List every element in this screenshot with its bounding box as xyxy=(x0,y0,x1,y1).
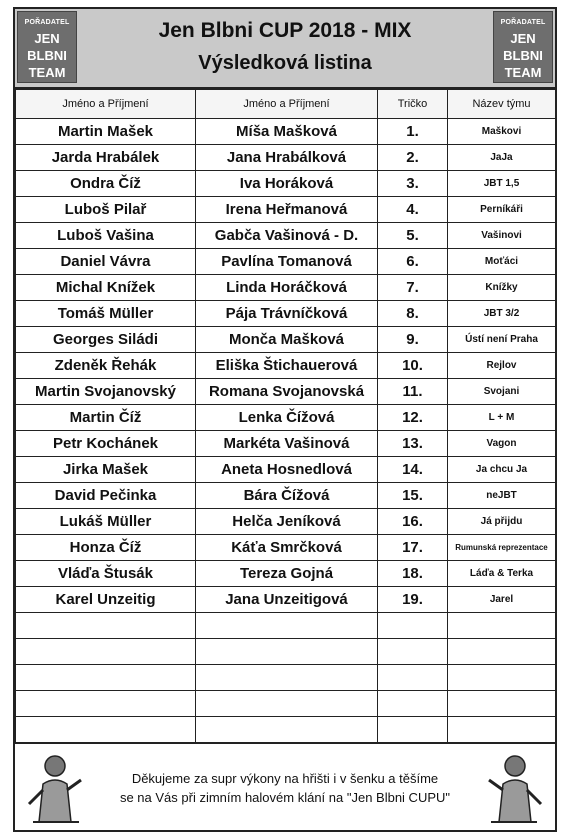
cell-player2: Eliška Štichauerová xyxy=(196,353,378,379)
header xyxy=(15,9,555,89)
cell-player1 xyxy=(16,717,196,743)
logo-line: BLBNI xyxy=(27,48,67,63)
cell-rank: 3. xyxy=(378,171,448,197)
cell-team: Láďa & Terka xyxy=(448,561,556,587)
cell-team: Rumunská reprezentace xyxy=(448,535,556,561)
cell-rank: 5. xyxy=(378,223,448,249)
table-row xyxy=(16,613,556,639)
cell-player2: Káťa Smrčková xyxy=(196,535,378,561)
table-row xyxy=(16,457,556,483)
table-row xyxy=(16,379,556,405)
table-row xyxy=(16,561,556,587)
cell-rank: 17. xyxy=(378,535,448,561)
cell-team: L + M xyxy=(448,405,556,431)
table-row xyxy=(16,275,556,301)
cell-team xyxy=(448,717,556,743)
table-row xyxy=(16,431,556,457)
cell-player1 xyxy=(16,691,196,717)
results-table xyxy=(15,89,556,743)
cell-player2: Monča Mašková xyxy=(196,327,378,353)
logo-line: JEN xyxy=(510,31,536,46)
column-header-player2: Jméno a Příjmení xyxy=(196,90,378,119)
cell-player1: Jirka Mašek xyxy=(16,457,196,483)
cell-player2: Irena Heřmanová xyxy=(196,197,378,223)
table-row xyxy=(16,535,556,561)
cell-rank: 18. xyxy=(378,561,448,587)
cell-player2 xyxy=(196,613,378,639)
table-row xyxy=(16,353,556,379)
cell-rank: 19. xyxy=(378,587,448,613)
cell-team: JBT 3/2 xyxy=(448,301,556,327)
table-row xyxy=(16,717,556,743)
logo-caption: POŘADATEL xyxy=(24,19,70,26)
cell-team: Ja chcu Ja xyxy=(448,457,556,483)
cell-player2 xyxy=(196,717,378,743)
cell-player1: Karel Unzeitig xyxy=(16,587,196,613)
cell-player2: Helča Jeníková xyxy=(196,509,378,535)
cell-rank: 11. xyxy=(378,379,448,405)
thanks-message xyxy=(105,769,465,807)
cell-player1 xyxy=(16,613,196,639)
logo-caption: POŘADATEL xyxy=(500,19,546,26)
cell-player2: Jana Unzeitigová xyxy=(196,587,378,613)
cell-rank: 16. xyxy=(378,509,448,535)
cell-team: Svojani xyxy=(448,379,556,405)
organizer-logo-left xyxy=(17,11,77,83)
cell-team: Vagon xyxy=(448,431,556,457)
table-row xyxy=(16,327,556,353)
cell-team: JaJa xyxy=(448,145,556,171)
cell-player2: Míša Mašková xyxy=(196,119,378,145)
cell-player1: Jarda Hrabálek xyxy=(16,145,196,171)
cell-player1: Petr Kochánek xyxy=(16,431,196,457)
cell-player2: Jana Hrabálková xyxy=(196,145,378,171)
cell-player1: Zdeněk Řehák xyxy=(16,353,196,379)
cell-player1: Michal Knížek xyxy=(16,275,196,301)
cell-rank xyxy=(378,613,448,639)
cell-player2: Aneta Hosnedlová xyxy=(196,457,378,483)
table-row xyxy=(16,483,556,509)
thanks-line: se na Vás při zimním halovém klání na "Jen Blbni CUPU" xyxy=(119,790,451,805)
organizer-logo-right xyxy=(493,11,553,83)
cell-player2: Pája Trávníčková xyxy=(196,301,378,327)
cell-player1: Martin Svojanovský xyxy=(16,379,196,405)
cell-rank xyxy=(378,717,448,743)
mascot-illustration xyxy=(25,750,85,826)
cell-player1: Luboš Pilař xyxy=(16,197,196,223)
cell-team: Jarel xyxy=(448,587,556,613)
cell-rank: 9. xyxy=(378,327,448,353)
table-row xyxy=(16,119,556,145)
logo-line: JEN xyxy=(34,31,60,46)
table-row xyxy=(16,223,556,249)
cell-team: JBT 1,5 xyxy=(448,171,556,197)
table-row xyxy=(16,639,556,665)
cell-team: Perníkáři xyxy=(448,197,556,223)
cell-team xyxy=(448,691,556,717)
mascot-illustration xyxy=(485,750,545,826)
cell-rank: 4. xyxy=(378,197,448,223)
results-sheet xyxy=(13,7,557,832)
cell-player2: Markéta Vašinová xyxy=(196,431,378,457)
cell-player1: Tomáš Müller xyxy=(16,301,196,327)
cell-team: Vašinovi xyxy=(448,223,556,249)
cell-rank: 6. xyxy=(378,249,448,275)
cell-team: Ústí není Praha xyxy=(448,327,556,353)
cell-rank: 1. xyxy=(378,119,448,145)
cell-rank: 8. xyxy=(378,301,448,327)
cell-team: Knížky xyxy=(448,275,556,301)
cell-rank: 14. xyxy=(378,457,448,483)
cell-player1: Honza Číž xyxy=(16,535,196,561)
cell-player1 xyxy=(16,665,196,691)
table-row xyxy=(16,405,556,431)
table-row xyxy=(16,249,556,275)
cell-player1: Luboš Vašina xyxy=(16,223,196,249)
table-row xyxy=(16,145,556,171)
cell-team: neJBT xyxy=(448,483,556,509)
table-row xyxy=(16,171,556,197)
page-subtitle: Výsledková listina xyxy=(198,52,372,74)
cell-team: Rejlov xyxy=(448,353,556,379)
cell-player2: Pavlína Tomanová xyxy=(196,249,378,275)
cell-rank: 12. xyxy=(378,405,448,431)
footer xyxy=(15,742,555,832)
cell-player2 xyxy=(196,691,378,717)
cell-team xyxy=(448,665,556,691)
cell-player2: Gabča Vašinová - D. xyxy=(196,223,378,249)
table-row xyxy=(16,691,556,717)
logo-line: BLBNI xyxy=(503,48,543,63)
cell-team: Já přijdu xyxy=(448,509,556,535)
column-header-player1: Jméno a Příjmení xyxy=(16,90,196,119)
cell-rank: 13. xyxy=(378,431,448,457)
cell-player2 xyxy=(196,665,378,691)
cell-player1: Martin Číž xyxy=(16,405,196,431)
cell-rank: 15. xyxy=(378,483,448,509)
cell-player1: David Pečinka xyxy=(16,483,196,509)
logo-line: TEAM xyxy=(504,65,542,80)
column-header-team: Název týmu xyxy=(448,90,556,119)
cell-rank xyxy=(378,691,448,717)
logo-line: TEAM xyxy=(28,65,66,80)
table-row xyxy=(16,509,556,535)
cell-player2: Lenka Čížová xyxy=(196,405,378,431)
cell-player2: Tereza Gojná xyxy=(196,561,378,587)
table-row xyxy=(16,665,556,691)
cell-team: Maškovi xyxy=(448,119,556,145)
cell-player2 xyxy=(196,639,378,665)
cell-player1: Martin Mašek xyxy=(16,119,196,145)
cell-player2: Iva Horáková xyxy=(196,171,378,197)
cell-player1: Lukáš Müller xyxy=(16,509,196,535)
cell-player1: Georges Siládi xyxy=(16,327,196,353)
table-row xyxy=(16,301,556,327)
cell-player1: Ondra Číž xyxy=(16,171,196,197)
cell-rank xyxy=(378,665,448,691)
page-title: Jen Blbni CUP 2018 - MIX xyxy=(158,19,412,42)
cell-team xyxy=(448,639,556,665)
cell-rank: 10. xyxy=(378,353,448,379)
cell-player1 xyxy=(16,639,196,665)
cell-rank xyxy=(378,639,448,665)
cell-rank: 7. xyxy=(378,275,448,301)
cell-player2: Linda Horáčková xyxy=(196,275,378,301)
cell-player2: Bára Čížová xyxy=(196,483,378,509)
cell-player1: Daniel Vávra xyxy=(16,249,196,275)
table-row xyxy=(16,587,556,613)
cell-rank: 2. xyxy=(378,145,448,171)
cell-player2: Romana Svojanovská xyxy=(196,379,378,405)
table-header-row xyxy=(16,90,556,119)
cell-team xyxy=(448,613,556,639)
cell-player1: Vláďa Štusák xyxy=(16,561,196,587)
thanks-line: Děkujeme za supr výkony na hřišti i v šenku a těšíme xyxy=(131,771,439,786)
column-header-rank: Tričko xyxy=(378,90,448,119)
table-row xyxy=(16,197,556,223)
cell-team: Moťáci xyxy=(448,249,556,275)
